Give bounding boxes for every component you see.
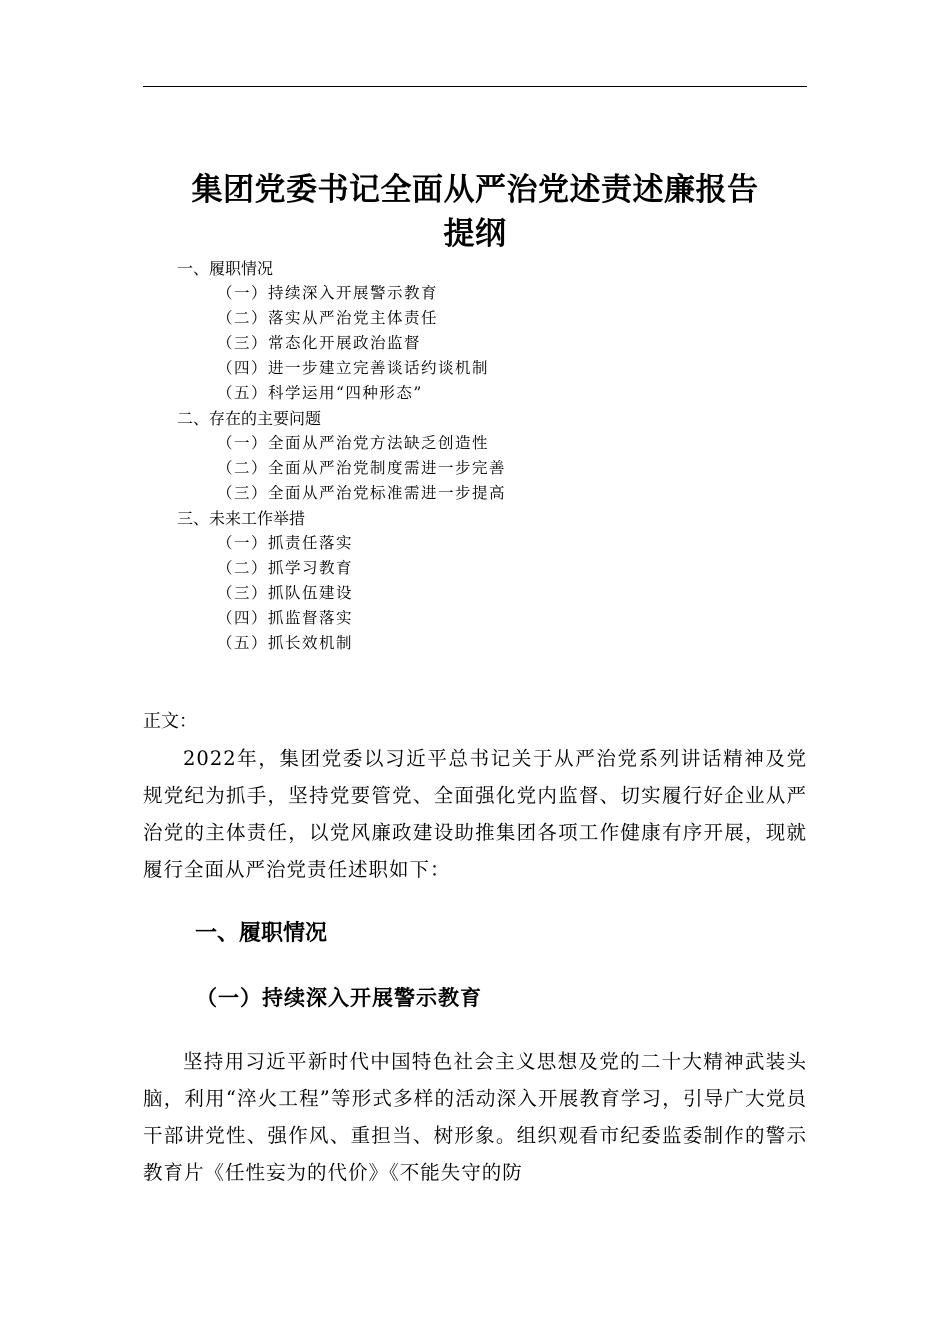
outline-item: （四）抓监督落实 (217, 609, 354, 627)
outline-heading: 二、存在的主要问题 (177, 409, 322, 428)
outline-item: （一）持续深入开展警示教育 (217, 284, 439, 302)
outline-item: （五）科学运用“四种形态” (217, 384, 423, 402)
outline-item: （二）落实从严治党主体责任 (217, 309, 439, 327)
outline-item: （一）抓责任落实 (217, 534, 354, 552)
subsection-heading: （一）持续深入开展警示教育 (196, 986, 482, 1010)
outline-heading: 三、未来工作举措 (177, 509, 306, 528)
outline-item: （一）全面从严治党方法缺乏创造性 (217, 434, 490, 452)
title-line-1: 集团党委书记全面从严治党述责述廉报告 (191, 172, 759, 208)
outline-item: （二）抓学习教育 (217, 559, 354, 577)
outline-item: （四）进一步建立完善谈话约谈机制 (217, 359, 490, 377)
outline (177, 256, 506, 656)
intro-paragraph: 2022年，集团党委以习近平总书记关于从严治党系列讲话精神及党规党纪为抓手，坚持党要管党、全面强化党内监督、切实履行好企业从严治党的主体责任，以党风廉政建设助推集团各项工作健康有序开展，现就履行全面从严治党责任述职如下： (143, 747, 807, 881)
outline-item: （二）全面从严治党制度需进一步完善 (217, 459, 507, 477)
title-line-2: 提纲 (443, 216, 507, 252)
outline-item: （三）常态化开展政治监督 (217, 334, 422, 352)
document-title (150, 168, 800, 256)
outline-heading: 一、履职情况 (177, 259, 274, 278)
outline-item: （三）全面从严治党标准需进一步提高 (217, 484, 507, 502)
body-paragraph: 坚持用习近平新时代中国特色社会主义思想及党的二十大精神武装头脑，利用“淬火工程”等形式多样的活动深入开展教育学习，引导广大党员干部讲党性、强作风、重担当、树形象。组织观看市纪委监委制作的警示教育片《任性妄为的代价》《不能失守的防 (143, 1050, 807, 1184)
outline-item: （三）抓队伍建设 (217, 584, 354, 602)
outline-item: （五）抓长效机制 (217, 634, 354, 652)
section-heading: 一、履职情况 (195, 921, 328, 946)
body-label: 正文： (143, 711, 197, 732)
header-rule (143, 86, 807, 87)
